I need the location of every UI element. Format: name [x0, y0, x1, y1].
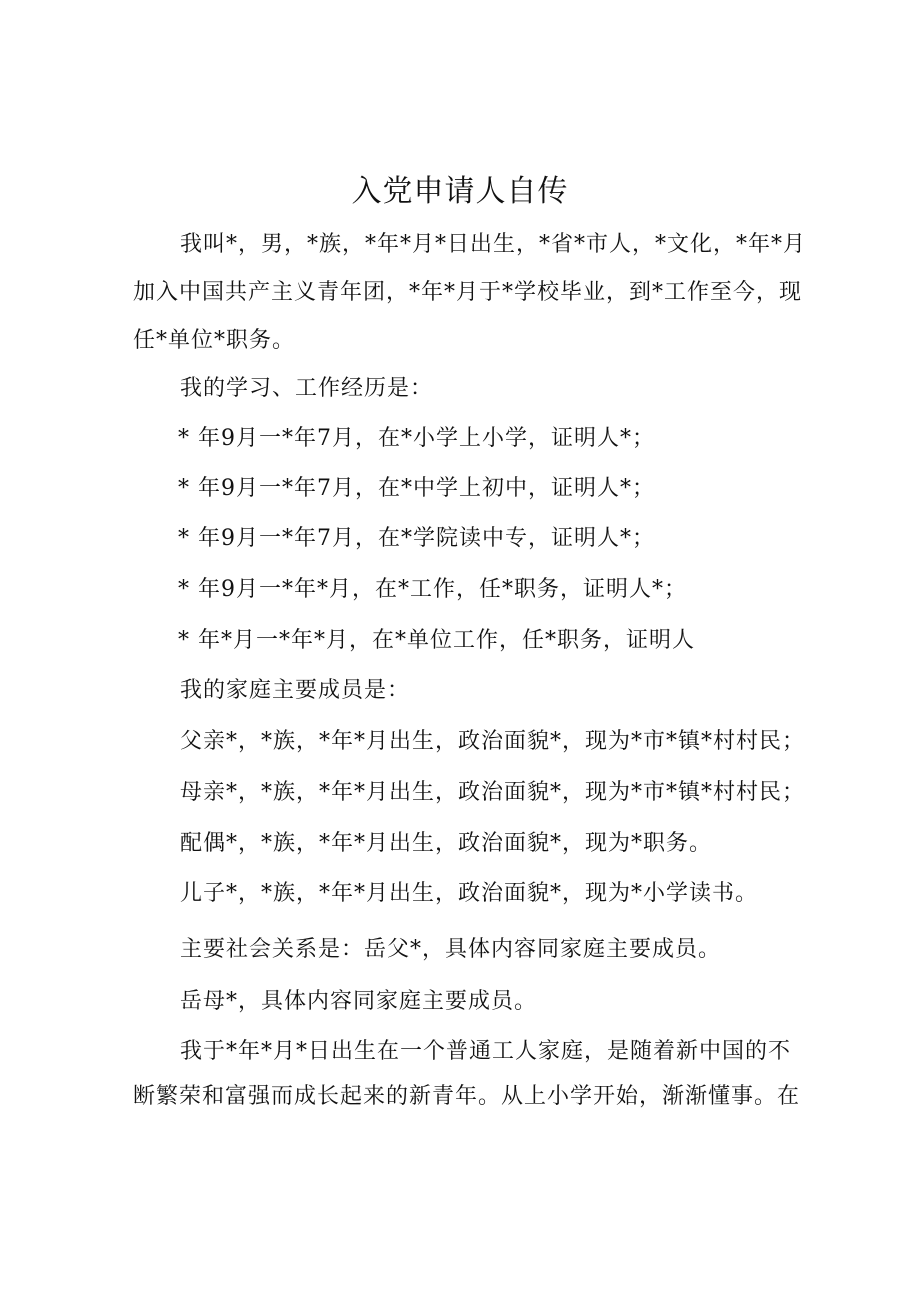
list-item: 母亲*，*族，*年*月出生，政治面貌*，现为*市*镇*村村民；: [180, 780, 806, 805]
list-item: 配偶*，*族，*年*月出生，政治面貌*，现为*职务。: [180, 831, 713, 856]
section-heading: 我的家庭主要成员是：: [180, 678, 411, 703]
list-item: * 年9月一*年7月，在*学院读中专，证明人*；: [178, 526, 655, 551]
paragraph-line: 断繁荣和富强而成长起来的新青年。从上小学开始，渐渐懂事。在: [133, 1084, 801, 1109]
paragraph-line: 岳母*，具体内容同家庭主要成员。: [180, 989, 538, 1014]
paragraph-line: 任*单位*职务。: [133, 328, 296, 353]
list-item: * 年9月一*年7月，在*小学上小学，证明人*；: [178, 426, 655, 451]
list-item: 父亲*，*族，*年*月出生，政治面貌*，现为*市*镇*村村民；: [180, 729, 806, 754]
list-item: * 年9月一*年*月，在*工作，任*职务，证明人*；: [178, 577, 687, 602]
list-item: * 年*月一*年*月，在*单位工作，任*职务，证明人: [178, 628, 695, 653]
paragraph-line: 主要社会关系是：岳父*，具体内容同家庭主要成员。: [180, 937, 722, 962]
document-title: 入党申请人自传: [351, 174, 569, 209]
paragraph-line: 我于*年*月*日出生在一个普通工人家庭，是随着新中国的不: [180, 1039, 792, 1064]
paragraph-line: 加入中国共产主义青年团，*年*月于*学校毕业，到*工作至今，现: [133, 280, 803, 305]
section-heading: 我的学习、工作经历是：: [180, 376, 434, 401]
paragraph-line: 我叫*，男，*族，*年*月*日出生，*省*市人，*文化，*年*月: [180, 232, 807, 257]
list-item: 儿子*，*族，*年*月出生，政治面貌*，现为*小学读书。: [180, 881, 759, 906]
list-item: * 年9月一*年7月，在*中学上初中，证明人*；: [178, 476, 655, 501]
